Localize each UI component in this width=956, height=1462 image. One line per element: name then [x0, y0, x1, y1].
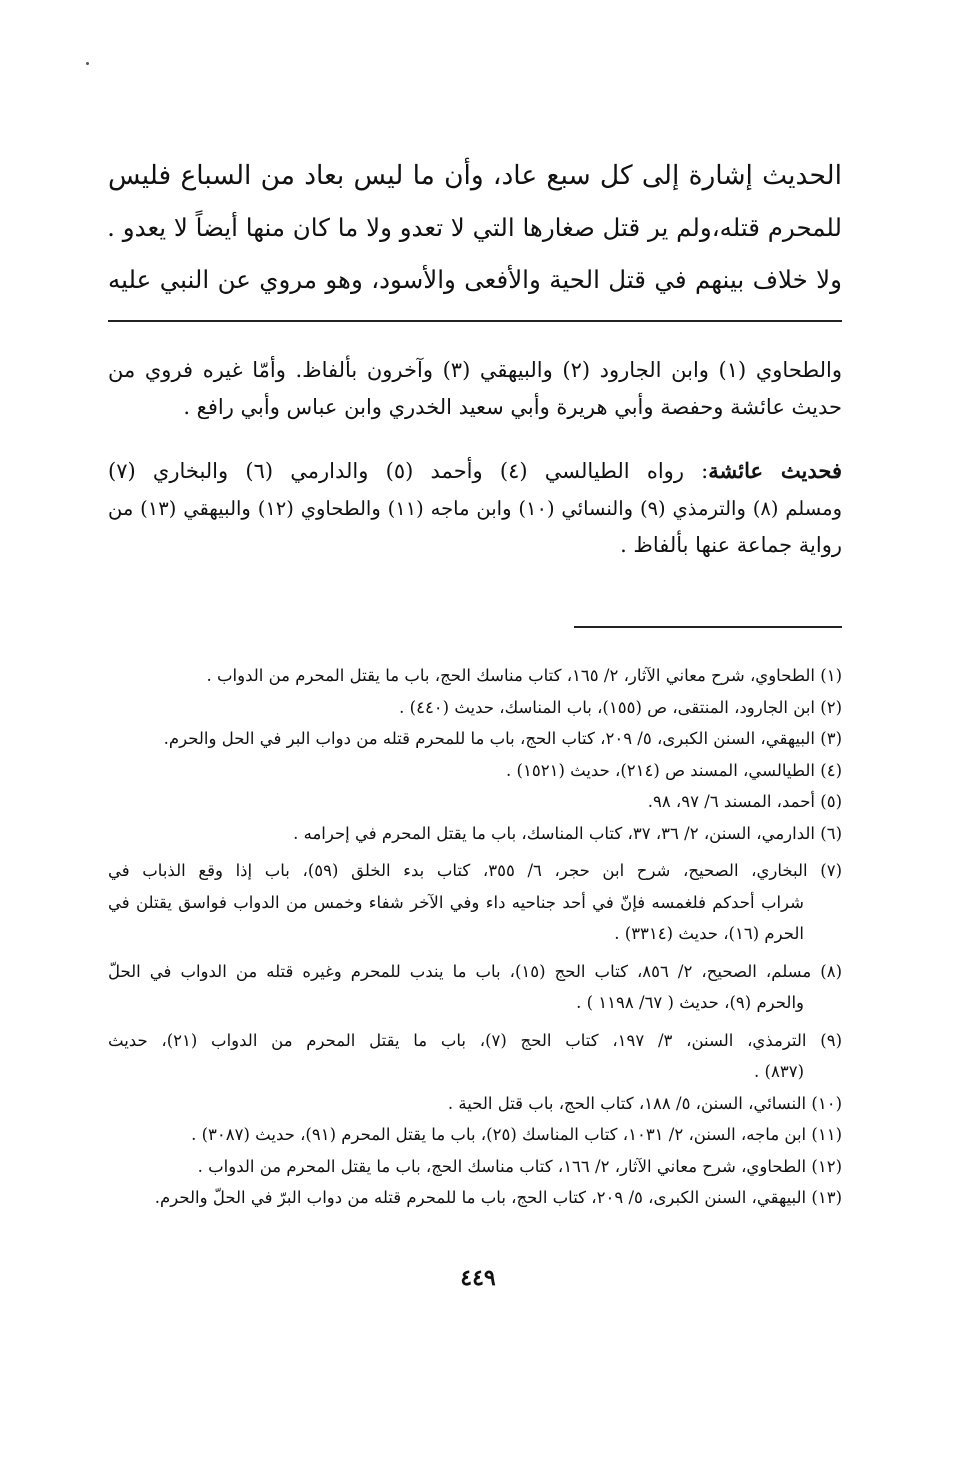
footnote-line: (١٣) البيهقي، السنن الكبرى، ٥/ ٢٠٩، كتاب الحج، باب ما للمحرم قتله من دواب البرّ في الحلّ والحرم.	[154, 1188, 842, 1207]
main-line: للمحرم قتله،ولم ير قتل صغارها التي لا تعدو ولا ما كان منها أيضاً لا يعدو .	[107, 213, 842, 242]
main-text	[108, 150, 842, 306]
main-line: الحديث إشارة إلى كل سبع عاد، وأن ما ليس بعاد من السباع فليس	[108, 160, 842, 191]
footnote	[108, 956, 842, 1019]
footnote	[108, 1025, 842, 1088]
footnote	[108, 786, 842, 818]
footnote	[108, 723, 842, 755]
footnote-separator-short	[574, 626, 842, 628]
footnote-line: (١٠) النسائي، السنن، ٥/ ١٨٨، كتاب الحج، باب قتل الحية .	[447, 1093, 842, 1113]
footnote	[108, 755, 842, 787]
footnote-separator-full	[108, 320, 842, 322]
footnote	[108, 1151, 842, 1183]
footnote	[108, 855, 842, 950]
footnote	[108, 660, 842, 692]
footnote	[108, 1182, 842, 1214]
section-text: : رواه الطيالسي (٤) وأحمد (٥) والدارمي (٦) والبخاري (٧)	[108, 459, 709, 483]
footnote-line: (١١) ابن ماجه، السنن، ٢/ ١٠٣١، كتاب المناسك (٢٥)، باب ما يقتل المحرم (٩١)، حديث (٣٠٨٧) .	[191, 1125, 842, 1144]
footnote-line: (٢) ابن الجارود، المنتقى، ص (١٥٥)، باب المناسك، حديث (٤٤٠) .	[399, 697, 842, 717]
takhrij-line: رواية جماعة عنها بألفاظ .	[620, 533, 842, 557]
footnote-line: (٤) الطيالسي، المسند ص (٢١٤)، حديث (١٥٢١) .	[506, 760, 842, 780]
footnotes	[108, 660, 842, 1214]
takhrij-line: والطحاوي (١) وابن الجارود (٢) والبيهقي (٣) وآخرون بألفاظ. وأمّا غيره فروي من	[108, 358, 842, 382]
footnote-line: (٨) مسلم، الصحيح، ٢/ ٨٥٦، كتاب الحج (١٥)، باب ما يندب للمحرم وغيره قتله من الدواب في الحلّ	[108, 961, 843, 981]
takhrij-line: ومسلم (٨) والترمذي (٩) والنسائي (١٠) وابن ماجه (١١) والطحاوي (١٢) والبيهقي (١٣) من	[108, 497, 843, 520]
takhrij-line	[108, 452, 842, 490]
footnote-line: شراب أحدكم فلغمسه فإنّ في أحد جناحيه داء وفي الآخر شفاء وخمس من الدواب فواسق يقتلن في	[108, 892, 804, 912]
takhrij-section-1	[108, 352, 842, 426]
footnote-line: (١٢) الطحاوي، شرح معاني الآثار، ٢/ ١٦٦، كتاب مناسك الحج، باب ما يقتل المحرم من الدواب .	[197, 1156, 842, 1176]
footnote-line: (٥) أحمد، المسند ٦/ ٩٧، ٩٨.	[647, 792, 842, 811]
takhrij-line: حديث عائشة وحفصة وأبي هريرة وأبي سعيد الخدري وابن عباس وأبي رافع .	[183, 395, 842, 419]
page-number: ٤٤٩	[460, 1265, 496, 1291]
footnote-line: (٣) البيهقي، السنن الكبرى، ٥/ ٢٠٩، كتاب الحج، باب ما للمحرم قتله من دواب البر في الحل والحرم.	[163, 729, 842, 748]
footnote	[108, 818, 842, 850]
footnote-line: (١) الطحاوي، شرح معاني الآثار، ٢/ ١٦٥، كتاب مناسك الحج، باب ما يقتل المحرم من الدواب .	[206, 666, 842, 685]
takhrij-section-aisha	[108, 452, 842, 564]
scan-speck	[86, 62, 89, 65]
footnote-line: (٨٣٧) .	[754, 1062, 804, 1081]
footnote-line: (٦) الدارمي، السنن، ٢/ ٣٦، ٣٧، كتاب المناسك، باب ما يقتل المحرم في إحرامه .	[293, 823, 842, 843]
footnote	[108, 1119, 842, 1151]
footnote-line: (٩) الترمذي، السنن، ٣/ ١٩٧، كتاب الحج (٧)، باب ما يقتل المحرم من الدواب (٢١)، حديث	[108, 1030, 842, 1050]
footnote-line: والحرم (٩)، حديث ( ٦٧/ ١١٩٨ ) .	[576, 993, 804, 1012]
section-heading: فحديث عائشة	[708, 458, 842, 483]
footnote-line: (٧) البخاري، الصحيح، شرح ابن حجر، ٦/ ٣٥٥، كتاب بدء الخلق (٥٩)، باب إذا وقع الذباب في	[108, 861, 843, 880]
footnote	[108, 1088, 842, 1120]
footnote	[108, 692, 842, 724]
main-line: ولا خلاف بينهم في قتل الحية والأفعى والأسود، وهو مروي عن النبي عليه	[108, 265, 842, 294]
footnote-line: الحرم (١٦)، حديث (٣٣١٤) .	[614, 924, 804, 943]
